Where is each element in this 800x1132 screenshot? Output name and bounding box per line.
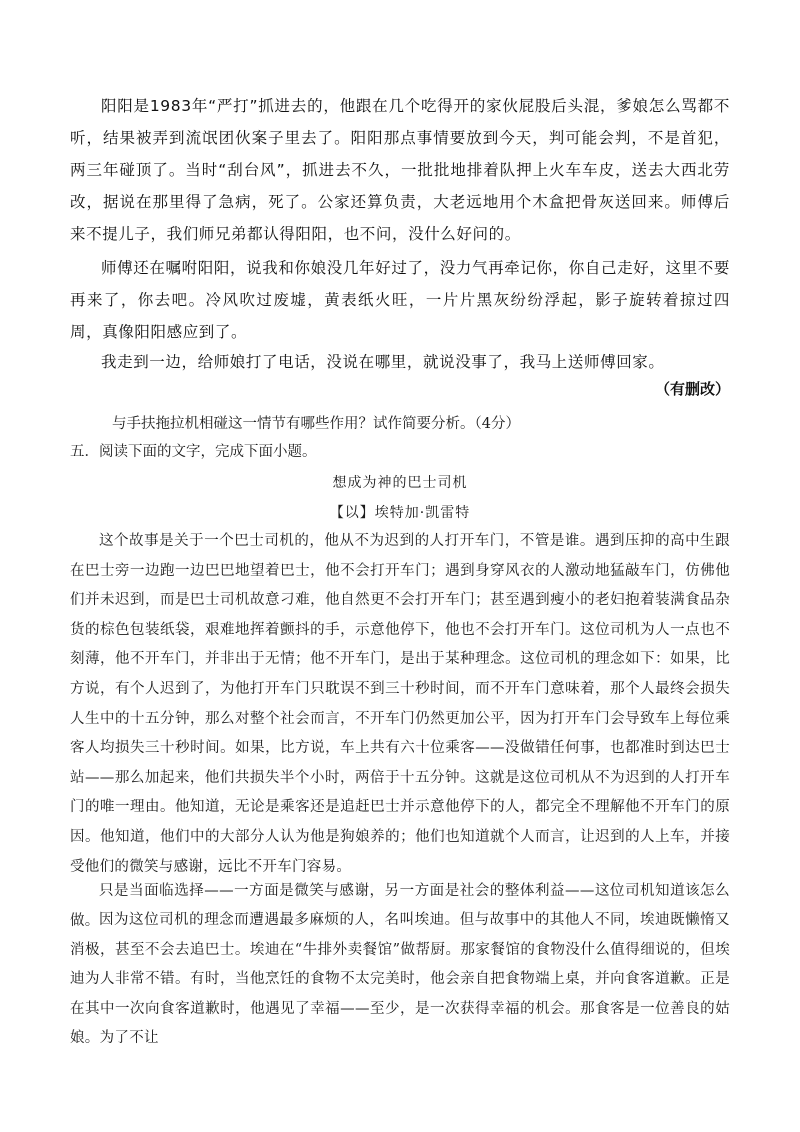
passage-paragraph-2: 师傅还在嘱咐阳阳，说我和你娘没几年好过了，没力气再牵记你，你自己走好，这里不要再来了，你去吧。冷风吹过废墟，黄表纸火旺，一片片黑灰纷纷浮起，影子旋转着掠过四周，真像阳阳感应到了。 bbox=[70, 259, 730, 341]
section-header: 五．阅读下面的文字，完成下面小题。 bbox=[70, 444, 317, 460]
passage-paragraph-3: 我走到一边，给师娘打了电话，没说在哪里，就说没事了，我马上送师傅回家。 bbox=[101, 353, 665, 371]
story-paragraph-2: 只是当面临选择——一方面是微笑与感谢，另一方面是社会的整体利益——这位司机知道该怎么做。 bbox=[70, 883, 730, 929]
passage-paragraph-1: 阳阳是1983年“严打”抓进去的，他跟在几个吃得开的家伙屁股后头混，爹娘怎么骂都不听，结果被弄到流氓团伙案子里去了。阳阳那点事情要放到今天，判可能会判，不是首犯，两三年碰顶了。当时“刮台风”，抓进去不久，一批批地排着队押上火车车皮，送去大西北劳改，据说在那里得了急病，死了。公家还算负责，大老远地用个木盒把骨灰送回来。师傅后来不提儿子，我们师兄弟都认得阳阳，也不问，没什么好问的。 bbox=[70, 97, 730, 243]
story-author: 【以】埃特加·凯雷特 bbox=[329, 505, 471, 521]
story-title: 想成为神的巴士司机 bbox=[332, 475, 468, 491]
edit-credit: （有删改） bbox=[654, 380, 730, 398]
story-paragraph-1: 这个故事是关于一个巴士司机的，他从不为迟到的人打开车门，不管是谁。遇到压抑的高中生跟在巴士旁一边跑一边巴巴地望着巴士，他不会打开车门；遇到身穿风衣的人激动地猛敲车门，仿佛他们并未迟到，而是巴士司机故意刁难，他自然更不会打开车门；甚至遇到瘦小的老妇抱着装满食品杂货的棕色包装纸袋，艰难地挥着颤抖的手，示意他停下，他也不会打开车门。这位司机为人一点也不刻薄，他不开车门，并非出于无情；他不开车门，是出于某种理念。这位司机的理念如下：如果，比方说，有个人迟到了，为他打开车门只耽误不到三十秒时间，而不开车门意味着，那个人最终会损失人生中的十五分钟，那么对整个社会而言，不开车门仍然更加公平，因为打开车门会导致车上每位乘客人均损失三十秒时间。如果，比方说，车上共有六十位乘客——没做错任何事，也都准时到达巴士站——那么加起来，他们共损失半个小时，两倍于十五分钟。这就是这位司机从不为迟到的人打开车门的唯一理由。他知道，无论是乘客还是追赶巴士并示意他停下的人，都完全不理解他不开车门的原因。他知道，他们中的大部分人认为他是狗娘养的；他们也知道就个人而言，让迟到的人上车，并接受他们的微笑与感谢，远比不开车门容易。 bbox=[70, 533, 730, 875]
story-paragraph-3: 因为这位司机的理念而遭遇最多麻烦的人，名叫埃迪。但与故事中的其他人不同，埃迪既懒惰又消极，甚至不会去追巴士。埃迪在“牛排外卖餐馆”做帮厨。那家餐馆的食物没什么值得细说的，但埃迪为人非常不错。有时，当他烹饪的食物不太完美时，他会亲自把食物端上桌，并向食客道歉。正是在其中一次向食客道歉时，他遇见了幸福——至少，是一次获得幸福的机会。那食客是一位善良的姑娘。为了不让 bbox=[70, 912, 730, 1047]
question-text: 与手扶拖拉机相碰这一情节有哪些作用？试作简要分析。（4分） bbox=[112, 416, 520, 432]
